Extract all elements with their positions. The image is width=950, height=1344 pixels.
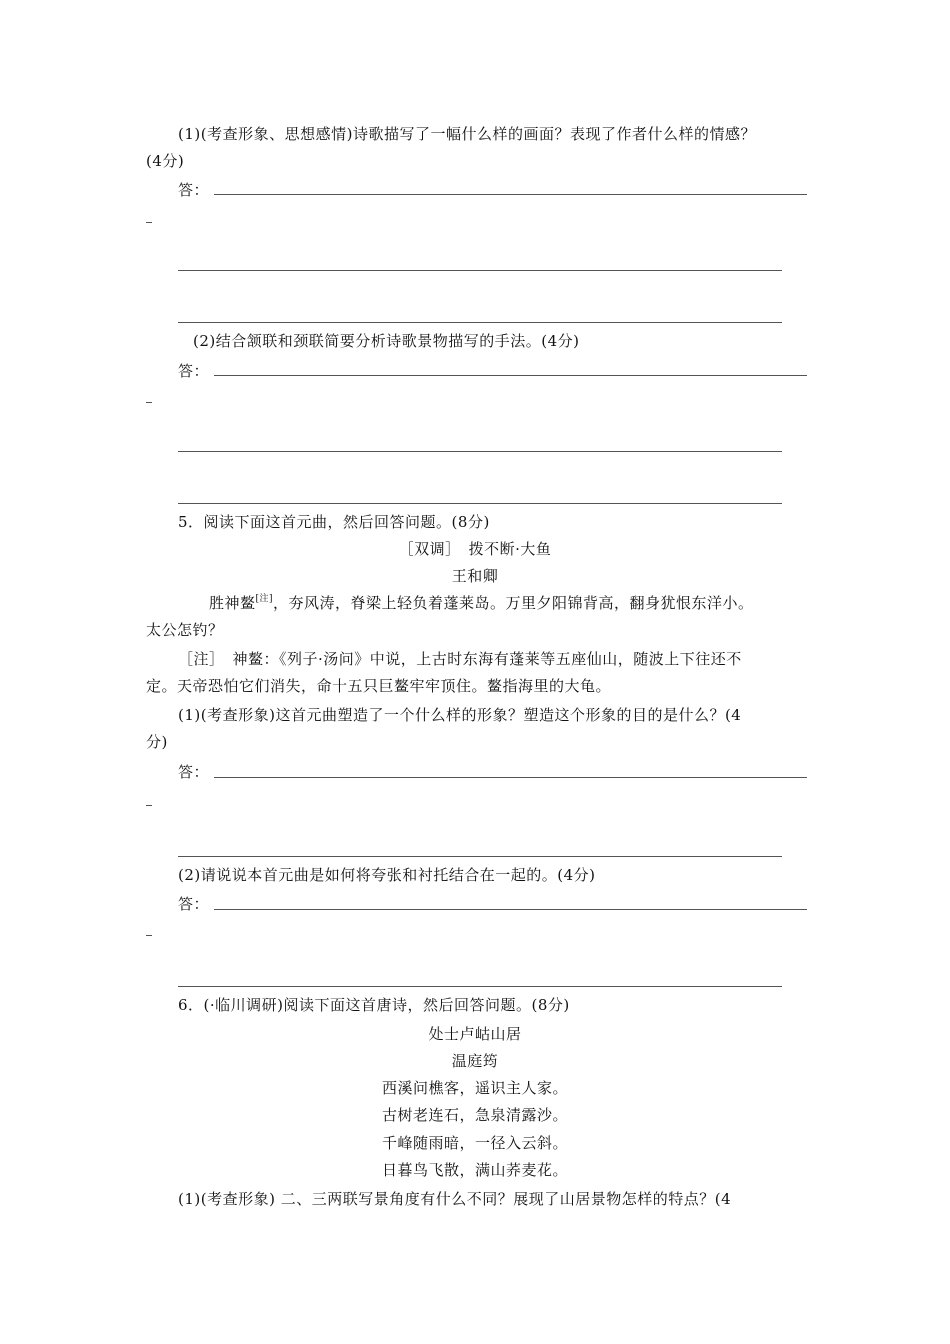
answer-line-stub	[146, 805, 152, 806]
footnote-marker: [注]	[255, 594, 274, 604]
answer-line-stub	[146, 222, 152, 223]
poem-line: 古树老连石，急泉清露沙。	[381, 1106, 568, 1124]
answer-label: 答：	[178, 763, 210, 781]
question-4-2: (2)结合颔联和颈联简要分析诗歌景物描写的手法。(4分)	[193, 332, 580, 350]
question-5-2: (2)请说说本首元曲是如何将夸张和衬托结合在一起的。(4分)	[178, 866, 596, 884]
answer-line[interactable]	[178, 451, 782, 452]
question-5-1-line2: 分)	[146, 733, 168, 751]
poem-text-rest: ，夯风涛，脊梁上轻负着蓬莱岛。万里夕阳锦背高，翻身犹恨东洋小。	[273, 594, 754, 612]
poem-title: 处士卢岵山居	[428, 1025, 522, 1043]
answer-label: 答：	[178, 362, 210, 380]
answer-line[interactable]	[214, 194, 807, 195]
answer-line[interactable]	[178, 270, 782, 271]
answer-line-stub	[146, 402, 152, 403]
poem-author: 温庭筠	[451, 1052, 499, 1070]
answer-line[interactable]	[214, 375, 807, 376]
answer-line-stub	[146, 935, 152, 936]
question-4-1-line2: (4分)	[146, 152, 185, 170]
answer-label: 答：	[178, 895, 210, 913]
answer-line[interactable]	[178, 322, 782, 323]
poem-line: 千峰随雨暗，一径入云斜。	[381, 1134, 568, 1152]
poem-author: 王和卿	[451, 567, 499, 585]
answer-line[interactable]	[214, 909, 807, 910]
poem-text-line1	[209, 593, 754, 613]
question-4-1-line1: (1)(考查形象、思想感情)诗歌描写了一幅什么样的画面？表现了作者什么样的情感？	[178, 125, 756, 143]
poem-text-line2: 太公怎钓？	[146, 621, 224, 639]
question-5-1-line1: (1)(考查形象)这首元曲塑造了一个什么样的形象？塑造这个形象的目的是什么？(4	[178, 706, 742, 724]
footnote-line2: 定。天帝恐怕它们消失，命十五只巨鳌牢牢顶住。鳌指海里的大龟。	[146, 677, 612, 695]
answer-line[interactable]	[178, 856, 782, 857]
answer-line[interactable]	[178, 503, 782, 504]
answer-line[interactable]	[178, 986, 782, 987]
poem-title: ［双调］ 拨不断·大鱼	[398, 540, 552, 558]
answer-label: 答：	[178, 181, 210, 199]
question-6-heading: 6．(·临川调研)阅读下面这首唐诗，然后回答问题。(8分)	[178, 996, 570, 1014]
answer-line[interactable]	[214, 777, 807, 778]
question-6-1: (1)(考查形象) 二、三两联写景角度有什么不同？展现了山居景物怎样的特点？(4	[178, 1190, 732, 1208]
poem-line: 西溪问樵客，遥识主人家。	[381, 1079, 568, 1097]
footnote-line1: ［注］ 神鳌：《列子·汤问》中说，上古时东海有蓬莱等五座仙山，随波上下往还不	[178, 650, 742, 668]
poem-line: 日暮鸟飞散，满山荞麦花。	[381, 1161, 568, 1179]
question-5-heading: 5．阅读下面这首元曲，然后回答问题。(8分)	[178, 513, 490, 531]
poem-text-start: 胜神鳌	[209, 594, 256, 612]
